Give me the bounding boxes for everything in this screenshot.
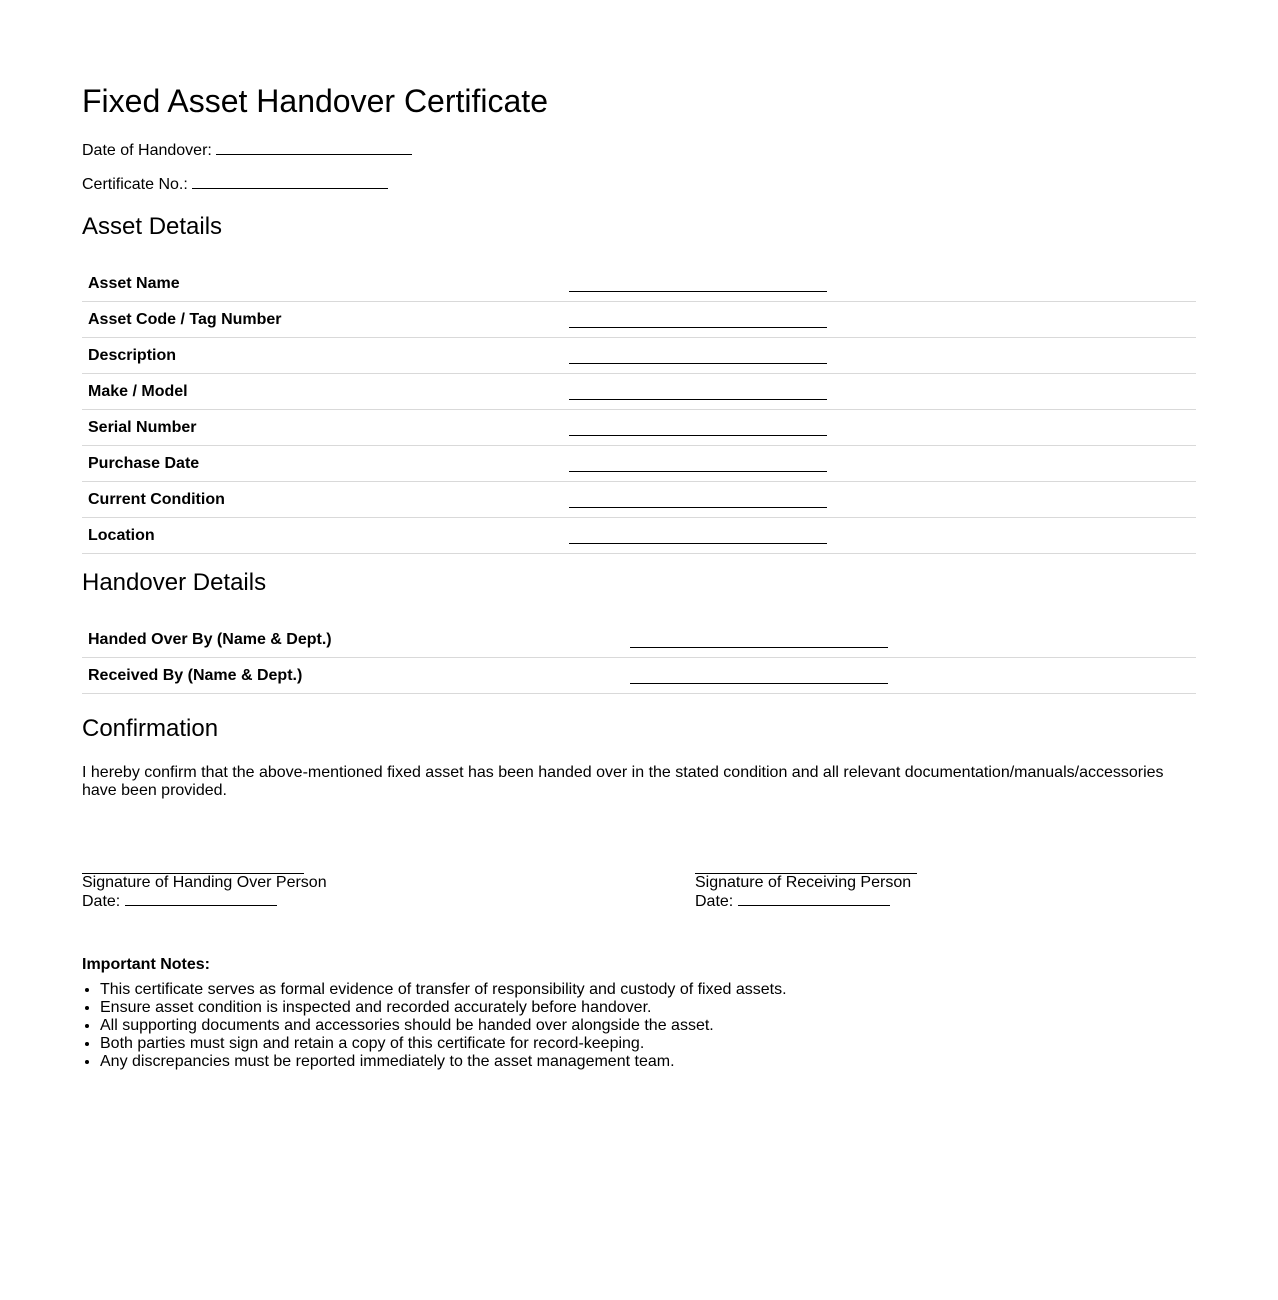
signature-date-label: Date: (82, 893, 121, 910)
location-label: Location (82, 518, 569, 554)
make-model-label: Make / Model (82, 374, 569, 410)
handover-details-table (82, 622, 1196, 694)
serial-number-value[interactable] (569, 410, 1196, 446)
handed-over-by-value[interactable] (630, 622, 1196, 658)
table-row (82, 446, 1196, 482)
date-of-handover-blank[interactable] (216, 153, 412, 155)
page-title: Fixed Asset Handover Certificate (82, 83, 548, 119)
table-row (82, 302, 1196, 338)
signature-handing-over-block (82, 856, 327, 911)
asset-name-value[interactable] (569, 266, 1196, 302)
description-value[interactable] (569, 338, 1196, 374)
received-by-label: Received By (Name & Dept.) (82, 658, 630, 694)
table-row (82, 266, 1196, 302)
date-of-handover-label: Date of Handover: (82, 142, 212, 159)
certificate-no-field (82, 176, 388, 194)
asset-details-heading: Asset Details (82, 213, 223, 240)
table-row (82, 482, 1196, 518)
signature-receiving-label: Signature of Receiving Person (695, 874, 912, 891)
list-item: • Both parties must sign and retain a copy of this certificate for record-keeping. (100, 1035, 787, 1053)
confirmation-heading: Confirmation (82, 715, 219, 742)
signature-receiving-date-blank[interactable] (738, 892, 890, 906)
confirmation-statement: I hereby confirm that the above-mentioned fixed asset has been handed over in the stated condition and all relevant documentation/manuals/accessories have been provided. (82, 764, 1164, 799)
table-row (82, 338, 1196, 374)
make-model-value[interactable] (569, 374, 1196, 410)
location-value[interactable] (569, 518, 1196, 554)
certificate-no-blank[interactable] (192, 187, 388, 189)
table-row (82, 622, 1196, 658)
asset-name-label: Asset Name (82, 266, 569, 302)
signature-date-label: Date: (695, 893, 734, 910)
handover-details-heading: Handover Details (82, 569, 267, 596)
list-item: • This certificate serves as formal evidence of transfer of responsibility and custody of fixed assets. (100, 981, 787, 999)
signature-handing-over-date (82, 892, 327, 911)
list-item: • Ensure asset condition is inspected and recorded accurately before handover. (100, 999, 787, 1017)
list-item: • All supporting documents and accessories should be handed over alongside the asset. (100, 1017, 787, 1035)
description-label: Description (82, 338, 569, 374)
table-row (82, 658, 1196, 694)
signature-receiving-date (695, 892, 917, 911)
purchase-date-value[interactable] (569, 446, 1196, 482)
important-notes-title: Important Notes: (82, 956, 210, 973)
signature-receiving-block (695, 856, 917, 911)
signature-handing-over-line[interactable] (82, 856, 304, 874)
current-condition-value[interactable] (569, 482, 1196, 518)
received-by-value[interactable] (630, 658, 1196, 694)
list-item: • Any discrepancies must be reported immediately to the asset management team. (100, 1053, 787, 1071)
table-row (82, 518, 1196, 554)
signature-handing-over-date-blank[interactable] (125, 892, 277, 906)
serial-number-label: Serial Number (82, 410, 569, 446)
date-of-handover-field (82, 142, 412, 160)
certificate-no-label: Certificate No.: (82, 176, 188, 193)
asset-details-table (82, 266, 1196, 554)
important-notes-list (82, 981, 787, 1071)
asset-code-value[interactable] (569, 302, 1196, 338)
table-row (82, 410, 1196, 446)
purchase-date-label: Purchase Date (82, 446, 569, 482)
asset-code-label: Asset Code / Tag Number (82, 302, 569, 338)
handed-over-by-label: Handed Over By (Name & Dept.) (82, 622, 630, 658)
current-condition-label: Current Condition (82, 482, 569, 518)
signature-handing-over-label: Signature of Handing Over Person (82, 874, 327, 891)
table-row (82, 374, 1196, 410)
signature-receiving-line[interactable] (695, 856, 917, 874)
